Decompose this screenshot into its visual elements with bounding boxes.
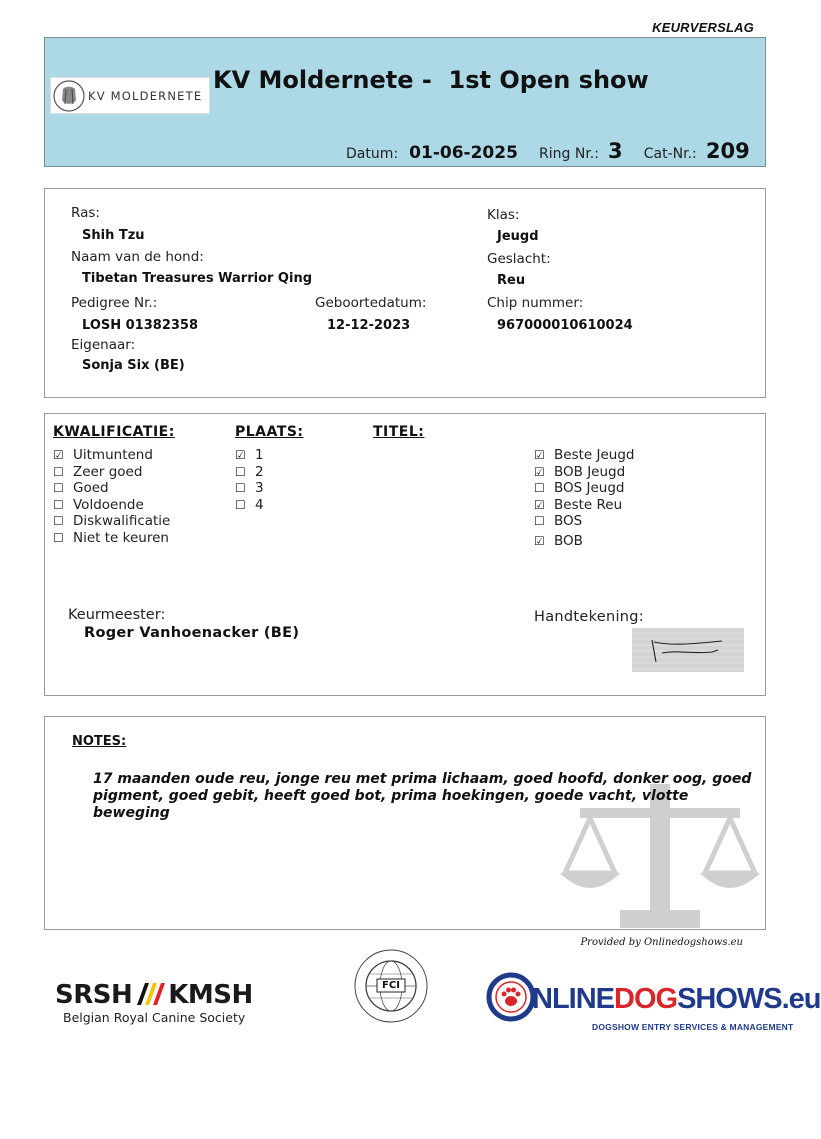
dog-head-icon: [53, 80, 85, 112]
option-label: Uitmuntend: [73, 447, 153, 463]
option-bos[interactable]: [534, 513, 634, 533]
provided-by: Provided by Onlinedogshows.eu: [580, 937, 743, 948]
checkbox[interactable]: ☐: [235, 497, 246, 512]
geslacht-label: Geslacht:: [487, 251, 551, 267]
option-voldoende[interactable]: [53, 497, 170, 514]
checkbox[interactable]: ☐: [235, 464, 246, 479]
pedigree-label: Pedigree Nr.:: [71, 295, 158, 311]
odg-part-nline: NLINE: [532, 983, 614, 1015]
plaats-heading: PLAATS:: [235, 424, 304, 440]
document-type: KEURVERSLAG: [652, 20, 754, 35]
handtekening-label: Handtekening:: [534, 609, 644, 625]
option-goed[interactable]: [53, 480, 170, 497]
option-beste-reu[interactable]: [534, 497, 634, 514]
show-title: KV Moldernete - 1st Open show: [213, 66, 649, 94]
checkbox[interactable]: ☐: [53, 530, 64, 545]
checkbox[interactable]: ☑: [534, 497, 545, 512]
option-beste-jeugd[interactable]: [534, 447, 634, 464]
option-label: BOS Jeugd: [554, 480, 625, 496]
option-plaats-2[interactable]: [235, 464, 264, 481]
option-label: Beste Jeugd: [554, 447, 635, 463]
srsh-text: SRSH: [55, 980, 133, 1010]
option-label: Niet te keuren: [73, 529, 169, 546]
option-niet-te-keuren[interactable]: [53, 530, 170, 547]
option-bos-jeugd[interactable]: [534, 480, 634, 497]
signature-image: [632, 628, 744, 672]
option-label: 4: [255, 496, 264, 513]
odg-part-eu: .eu: [781, 983, 821, 1015]
checkbox[interactable]: ☑: [53, 448, 64, 462]
cat-value: 209: [705, 139, 750, 163]
kwalificatie-options: [53, 447, 170, 546]
ras-value: Shih Tzu: [82, 228, 145, 243]
geboortedatum-label: Geboortedatum:: [315, 295, 427, 311]
checkbox[interactable]: ☐: [53, 497, 64, 512]
titel-options: [534, 447, 634, 550]
eigenaar-label: Eigenaar:: [71, 337, 136, 353]
srsh-subtitle: Belgian Royal Canine Society: [63, 1010, 246, 1025]
checkbox[interactable]: ☑: [534, 464, 545, 479]
naam-value: Tibetan Treasures Warrior Qing: [82, 271, 313, 286]
checkbox[interactable]: ☐: [534, 514, 545, 528]
onlinedogshows-subtitle: DOGSHOW ENTRY SERVICES & MANAGEMENT: [592, 1022, 794, 1032]
option-plaats-4[interactable]: [235, 497, 264, 514]
titel-heading: TITEL:: [373, 424, 425, 440]
onlinedogshows-logo: [532, 983, 821, 1016]
option-label: BOB: [554, 533, 583, 549]
show-meta: [346, 139, 750, 163]
option-diskwalificatie[interactable]: [53, 513, 170, 530]
eigenaar-value: Sonja Six (BE): [82, 358, 185, 373]
option-label: BOB Jeugd: [554, 463, 626, 480]
checkbox[interactable]: ☐: [235, 481, 246, 495]
checkbox[interactable]: ☐: [53, 464, 64, 479]
option-label: Zeer goed: [73, 463, 143, 480]
notes-text: 17 maanden oude reu, jonge reu met prima lichaam, goed hoofd, donker oog, goed pigment, goed gebit, heeft goed bot, prima hoekingen, goede vacht, vlotte beweging: [93, 771, 752, 821]
ring-label: Ring Nr.:: [539, 146, 599, 162]
chip-label: Chip nummer:: [487, 295, 584, 311]
keurmeester-label: Keurmeester:: [68, 607, 166, 623]
option-label: 1: [255, 447, 264, 463]
checkbox[interactable]: ☑: [534, 448, 545, 462]
odg-part-dog: DOG: [614, 983, 678, 1015]
chip-value: 967000010610024: [497, 318, 633, 333]
ras-label: Ras:: [71, 205, 100, 221]
datum-label: Datum:: [346, 146, 399, 162]
option-plaats-1[interactable]: [235, 447, 264, 464]
klas-value: Jeugd: [497, 229, 539, 244]
belgian-flag-icon: [135, 981, 171, 1007]
kwalificatie-heading: KWALIFICATIE:: [53, 424, 175, 440]
option-zeer-goed[interactable]: [53, 464, 170, 481]
option-uitmuntend[interactable]: [53, 447, 170, 464]
klas-label: Klas:: [487, 207, 520, 223]
geslacht-value: Reu: [497, 273, 526, 288]
pedigree-value: LOSH 01382358: [82, 318, 199, 333]
checkbox[interactable]: ☐: [53, 481, 64, 495]
kmsh-text: KMSH: [168, 980, 253, 1010]
naam-label: Naam van de hond:: [71, 249, 204, 265]
paw-logo-icon: [486, 972, 536, 1022]
checkbox[interactable]: ☐: [534, 481, 545, 495]
option-label: 2: [255, 463, 264, 480]
checkbox[interactable]: ☐: [53, 514, 64, 528]
cat-label: Cat-Nr.:: [643, 146, 697, 162]
ring-value: 3: [608, 139, 623, 163]
option-label: Goed: [73, 480, 109, 496]
option-label: Beste Reu: [554, 496, 623, 513]
fci-text: FCI: [382, 980, 400, 991]
odg-part-shows: SHOWS: [677, 983, 782, 1015]
option-label: BOS: [554, 513, 583, 529]
option-label: 3: [255, 480, 264, 496]
option-label: Diskwalificatie: [73, 513, 171, 529]
notes-label: NOTES:: [72, 734, 127, 749]
checkbox[interactable]: ☑: [235, 448, 246, 462]
option-plaats-3[interactable]: [235, 480, 264, 497]
plaats-options: [235, 447, 264, 513]
option-bob[interactable]: [534, 533, 634, 550]
keurmeester-value: Roger Vanhoenacker (BE): [84, 625, 300, 641]
datum-value: 01-06-2025: [409, 143, 518, 163]
option-label: Voldoende: [73, 496, 144, 513]
checkbox[interactable]: ☑: [534, 534, 545, 548]
club-logo-text: KV MOLDERNETE: [88, 89, 203, 103]
option-bob-jeugd[interactable]: [534, 464, 634, 481]
geboortedatum-value: 12-12-2023: [327, 318, 411, 333]
